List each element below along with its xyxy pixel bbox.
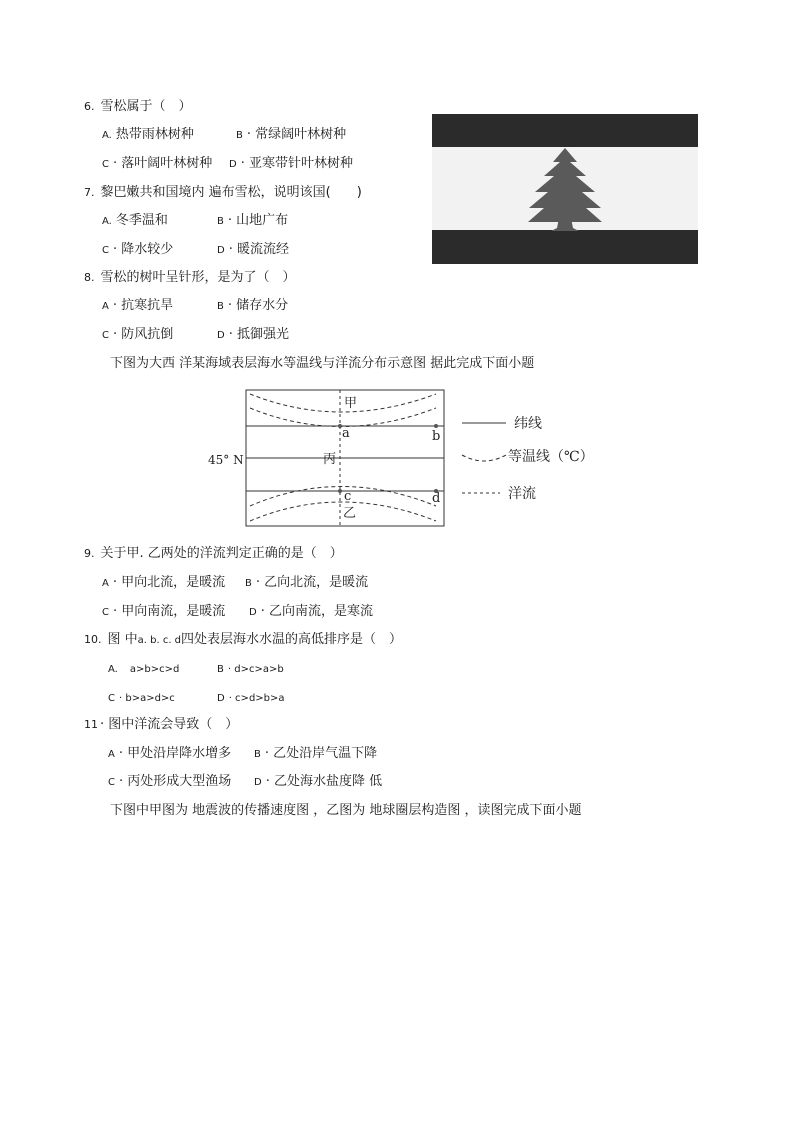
legend-isotherm-symbol (462, 455, 506, 461)
isotherm-line (250, 487, 436, 507)
option-letter: D (249, 607, 257, 618)
option-text: · 落叶阔叶林树种 (112, 156, 213, 171)
question-6-option-a (102, 127, 194, 144)
option-letter: D (217, 330, 225, 341)
question-11-option-b (254, 746, 377, 763)
label-bing: 丙 (323, 452, 337, 467)
option-text: · d>c>a>b (227, 664, 284, 675)
option-letter: A (102, 301, 109, 312)
option-text: a>b>c>d (129, 664, 180, 675)
option-text: · 乙处沿岸气温下降 (264, 746, 378, 761)
question-8-option-a (102, 298, 173, 315)
question-text: 雪松的树叶呈针形，是为了（ ） (100, 270, 296, 285)
question-7-stem (84, 185, 362, 201)
question-6-option-d (229, 156, 353, 173)
option-text: · 暖流流经 (228, 242, 289, 257)
option-letter: D (217, 693, 225, 704)
option-letter: B (217, 664, 224, 675)
question-text: 关于甲. 乙两处的洋流判定正确的是（ ） (100, 546, 343, 561)
option-text: · 丙处形成大型渔场 (118, 774, 232, 789)
label-yi: 乙 (343, 506, 357, 521)
option-letter: B (217, 216, 224, 227)
option-letter: D (229, 159, 237, 170)
label-d: d (432, 491, 441, 506)
question-9-stem (84, 546, 343, 562)
label-latitude: 45° N (208, 453, 244, 467)
intro-paragraph-1: 下图为大西 洋某海域表层海水等温线与洋流分布示意图 据此完成下面小题 (110, 356, 535, 371)
option-text: · 乙处海水盐度降 低 (265, 774, 383, 789)
option-letter: A. (102, 216, 112, 227)
question-7-option-c (102, 242, 173, 259)
question-10-option-b (217, 662, 284, 678)
question-7-option-d (217, 242, 289, 259)
option-text: · 抗寒抗旱 (112, 298, 174, 313)
isotherm-line (250, 408, 436, 427)
option-letter: C (108, 777, 115, 788)
question-text: 四处表层海水水温的高低排序是（ ） (181, 632, 403, 647)
question-9-option-a (102, 575, 225, 592)
option-text: · 山地广布 (227, 213, 289, 228)
question-10-option-a (108, 662, 179, 678)
label-jia: 甲 (344, 396, 358, 411)
question-7-option-a (102, 213, 168, 230)
question-text: 黎巴嫩共和国境内 遍布雪松，说明该国( ) (100, 185, 362, 200)
question-10-option-c (108, 691, 175, 707)
option-text: · b>a>d>c (118, 693, 175, 704)
question-number: 6. (84, 100, 95, 113)
question-9-option-d (249, 604, 373, 621)
question-number: 9. (84, 547, 95, 560)
option-letter: C (102, 330, 109, 341)
cedar-tree-icon (432, 114, 698, 264)
option-letter: A. (108, 664, 118, 675)
question-11-stem (84, 717, 238, 733)
option-text: · 甲向南流，是暖流 (112, 604, 226, 619)
legend-latitude-label: 纬线 (514, 416, 542, 432)
option-text: · 甲向北流，是暖流 (112, 575, 226, 590)
option-text: · 抵御强光 (228, 327, 289, 342)
option-text: · 亚寒带针叶林树种 (240, 156, 353, 171)
option-letter: A (108, 749, 115, 760)
option-text: · 防风抗倒 (112, 327, 174, 342)
option-text: · 乙向北流，是暖流 (255, 575, 369, 590)
question-11-option-c (108, 774, 231, 791)
question-10-stem (84, 632, 402, 649)
option-text: · 常绿阔叶林树种 (246, 127, 347, 142)
question-8-stem (84, 270, 296, 286)
option-letter: C (102, 245, 109, 256)
legend-isotherm-label: 等温线（℃） (508, 449, 594, 465)
option-letter: C (102, 607, 109, 618)
question-6-option-c (102, 156, 212, 173)
option-text: 冬季温和 (115, 213, 168, 228)
point-b-marker (434, 424, 438, 428)
option-text: · c>d>b>a (228, 693, 285, 704)
question-10-option-d (217, 691, 285, 707)
option-letter: B (217, 301, 224, 312)
question-number: 7. (84, 186, 95, 199)
option-letter: D (254, 777, 262, 788)
option-text: 热带雨林树种 (115, 127, 194, 142)
option-letter: B (245, 578, 252, 589)
question-text: · 图中洋流会导致（ ） (100, 717, 239, 732)
option-text: · 甲处沿岸降水增多 (118, 746, 232, 761)
question-9-option-b (245, 575, 368, 592)
label-c: c (344, 489, 352, 504)
question-11-option-a (108, 746, 231, 763)
intro-paragraph-2: 下图中甲图为 地震波的传播速度图 ，乙图为 地球圈层构造图 ，读图完成下面小题 (110, 803, 582, 818)
option-text: · 降水较少 (112, 242, 174, 257)
option-letter: D (217, 245, 225, 256)
option-letter: C (102, 159, 109, 170)
option-letter: A (102, 578, 109, 589)
isotherm-line (250, 394, 436, 412)
point-c-marker (338, 489, 342, 493)
label-b: b (432, 429, 441, 444)
label-a: a (342, 426, 350, 441)
question-8-option-d (217, 327, 289, 344)
option-letter: A. (102, 130, 112, 141)
question-number: 8. (84, 271, 95, 284)
question-8-option-b (217, 298, 288, 315)
question-9-option-c (102, 604, 225, 621)
option-text: · 乙向南流，是寒流 (260, 604, 373, 619)
question-text-points: a. b. c. d (137, 635, 182, 646)
question-text: 图 中 (107, 632, 138, 647)
question-6-option-b (236, 127, 346, 144)
question-6-stem (84, 99, 192, 115)
question-text: 雪松属于（ ） (100, 99, 192, 114)
legend-current-label: 洋流 (508, 486, 536, 502)
lebanon-flag-image (432, 114, 698, 264)
question-7-option-b (217, 213, 288, 230)
ocean-current-map (200, 385, 600, 531)
option-letter: C (108, 693, 115, 704)
question-8-option-c (102, 327, 173, 344)
option-text: · 储存水分 (227, 298, 289, 313)
question-11-option-d (254, 774, 382, 791)
option-letter: B (236, 130, 243, 141)
option-letter: B (254, 749, 261, 760)
question-number: 10. (84, 633, 102, 646)
question-number: 11 (84, 718, 98, 731)
